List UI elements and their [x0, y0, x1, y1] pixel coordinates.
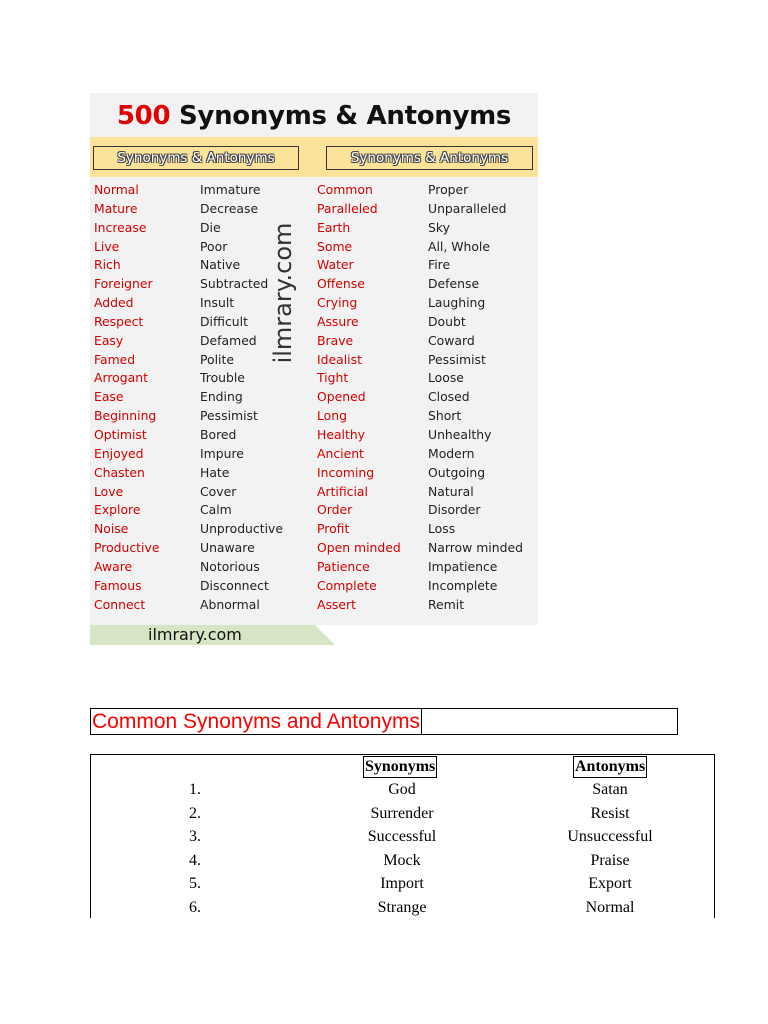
row-number: 1. [189, 781, 201, 798]
word-black: Laughing [428, 295, 486, 311]
table-row [91, 825, 714, 849]
word-red: Complete [317, 577, 377, 593]
header-synonyms: Synonyms [363, 756, 437, 778]
word-black: Loss [428, 521, 456, 537]
table-row [91, 849, 714, 873]
word-black: Polite [200, 351, 234, 367]
infographic-header-band [90, 137, 538, 177]
word-red: Common [317, 182, 373, 197]
word-pair-row [313, 596, 538, 615]
word-red: Artificial [317, 483, 368, 499]
word-red: Explore [94, 502, 141, 518]
word-pair-row [313, 219, 538, 238]
word-black: Cover [200, 483, 237, 499]
word-black: Closed [428, 389, 470, 405]
word-black: Narrow minded [428, 540, 523, 556]
header-label-left: Synonyms & Antonyms [93, 146, 299, 170]
word-black: Poor [200, 238, 228, 254]
word-black: Disconnect [200, 577, 269, 593]
word-pair-row [313, 407, 538, 426]
word-black: Defense [428, 276, 480, 292]
word-black: Difficult [200, 313, 248, 329]
row-number: 3. [189, 828, 201, 845]
word-red: Ancient [317, 445, 364, 461]
word-black: Pessimist [428, 351, 486, 367]
word-red: Offense [317, 276, 365, 292]
synonyms-antonyms-infographic [90, 93, 538, 645]
row-number: 5. [189, 875, 201, 892]
antonym-cell: Normal [585, 898, 635, 916]
word-pair-row [90, 577, 315, 596]
word-pair-row [313, 238, 538, 257]
synonym-cell: Mock [383, 851, 421, 869]
word-pair-row [313, 539, 538, 558]
word-black: Outgoing [428, 464, 486, 480]
antonym-cell: Resist [590, 804, 630, 822]
word-pair-row [90, 483, 315, 502]
word-red: Foreigner [94, 276, 153, 292]
word-red: Arrogant [94, 370, 148, 386]
word-red: Aware [94, 558, 133, 574]
word-black: Unhealthy [428, 426, 492, 442]
word-black: Decrease [200, 200, 259, 216]
word-red: Famed [94, 351, 136, 367]
word-red: Crying [317, 295, 358, 311]
word-pair-row [90, 501, 315, 520]
word-red: Chasten [94, 464, 145, 480]
word-pair-row [313, 369, 538, 388]
word-pair-row [90, 407, 315, 426]
word-black: Remit [428, 596, 465, 612]
synonym-cell: Surrender [370, 804, 434, 822]
word-red: Rich [94, 257, 121, 273]
word-pair-row [313, 577, 538, 596]
table-row [91, 872, 714, 896]
word-black: Pessimist [200, 408, 258, 424]
word-red: Assure [317, 313, 359, 329]
word-black: All, Whole [428, 238, 490, 254]
word-red: Ease [94, 389, 124, 405]
word-red: Noise [94, 521, 129, 537]
word-red: Long [317, 408, 347, 424]
word-black: Proper [428, 182, 469, 197]
word-red: Order [317, 502, 353, 518]
word-black: Loose [428, 370, 464, 386]
word-red: Enjoyed [94, 445, 144, 461]
word-red: Productive [94, 540, 160, 556]
word-black: Fire [428, 257, 451, 273]
word-pair-row [90, 426, 315, 445]
word-red: Respect [94, 313, 144, 329]
synonyms-table [90, 754, 715, 918]
word-pair-row [313, 520, 538, 539]
header-antonyms: Antonyms [573, 756, 647, 778]
antonym-cell: Unsuccessful [567, 828, 653, 845]
infographic-title [90, 93, 538, 137]
word-pair-row [90, 445, 315, 464]
word-pair-row [313, 181, 538, 200]
word-red: Added [94, 295, 134, 311]
word-black: Coward [428, 332, 475, 348]
word-black: Immature [200, 182, 261, 197]
word-black: Sky [428, 219, 450, 235]
word-red: Patience [317, 558, 370, 574]
antonym-cell: Praise [590, 851, 630, 869]
word-black: Abnormal [200, 596, 260, 612]
word-pair-row [313, 445, 538, 464]
word-pair-row [313, 351, 538, 370]
word-pair-row [313, 313, 538, 332]
word-red: Idealist [317, 351, 362, 367]
word-pair-row [90, 464, 315, 483]
section-title: Common Synonyms and Antonyms [92, 710, 420, 733]
word-pair-row [313, 294, 538, 313]
word-pair-row [313, 275, 538, 294]
word-black: Short [428, 408, 462, 424]
section-heading-box [90, 708, 678, 735]
table-row [91, 802, 714, 826]
word-red: Water [317, 257, 354, 273]
word-black: Subtracted [200, 276, 269, 292]
word-red: Profit [317, 521, 350, 537]
word-red: Brave [317, 332, 354, 348]
word-black: Impatience [428, 558, 498, 574]
word-red: Easy [94, 332, 124, 348]
word-red: Mature [94, 200, 138, 216]
word-black: Ending [200, 389, 243, 405]
word-red: Love [94, 483, 124, 499]
watermark-text: ilmrary.com [269, 222, 297, 364]
word-black: Die [200, 219, 221, 235]
header-label-right: Synonyms & Antonyms [326, 146, 533, 170]
word-pair-row [313, 483, 538, 502]
word-black: Disorder [428, 502, 481, 518]
title-number: 500 [116, 101, 171, 131]
word-black: Trouble [200, 370, 245, 386]
word-black: Insult [200, 295, 235, 311]
word-pair-row [313, 332, 538, 351]
word-pair-row [313, 200, 538, 219]
antonym-cell: Export [588, 875, 632, 892]
word-red: Optimist [94, 426, 147, 442]
antonym-cell: Satan [592, 781, 628, 798]
word-pair-row [90, 520, 315, 539]
title-text: Synonyms & Antonyms [170, 101, 512, 131]
word-red: Live [94, 238, 120, 254]
word-black: Calm [200, 502, 232, 518]
row-number: 4. [189, 851, 201, 869]
word-red: Connect [94, 596, 146, 612]
word-black: Modern [428, 445, 475, 461]
word-black: Native [200, 257, 241, 273]
word-black: Incomplete [428, 577, 498, 593]
word-black: Doubt [428, 313, 466, 329]
word-black: Unparalleled [428, 200, 507, 216]
word-pair-row [313, 501, 538, 520]
word-black: Unaware [200, 540, 255, 556]
table-header [91, 756, 714, 778]
row-number: 6. [189, 898, 201, 916]
word-red: Some [317, 238, 353, 254]
word-red: Incoming [317, 464, 375, 480]
synonym-cell: Successful [367, 828, 437, 845]
word-black: Notorious [200, 558, 260, 574]
word-red: Normal [94, 182, 139, 197]
word-black: Impure [200, 445, 244, 461]
word-column-right [313, 181, 538, 614]
footer-site-name: ilmrary.com [148, 625, 242, 644]
word-red: Opened [317, 389, 366, 405]
word-red: Paralleled [317, 200, 378, 216]
word-black: Hate [200, 464, 230, 480]
word-pair-row [90, 558, 315, 577]
word-red: Earth [317, 219, 351, 235]
word-black: Defamed [200, 332, 257, 348]
word-red: Famous [94, 577, 142, 593]
word-pair-row [313, 464, 538, 483]
word-red: Open minded [317, 540, 401, 556]
word-pair-row [313, 256, 538, 275]
synonym-cell: God [388, 781, 416, 798]
word-black: Bored [200, 426, 237, 442]
word-pair-row [313, 426, 538, 445]
word-red: Increase [94, 219, 147, 235]
synonym-cell: Import [380, 875, 424, 892]
word-red: Tight [317, 370, 349, 386]
word-red: Beginning [94, 408, 157, 424]
word-pair-row [313, 558, 538, 577]
infographic-footer [90, 625, 538, 645]
word-pair-row [90, 596, 315, 615]
word-red: Healthy [317, 426, 366, 442]
row-number: 2. [189, 804, 201, 822]
table-row [91, 778, 714, 802]
word-red: Assert [317, 596, 356, 612]
table-row [91, 896, 714, 920]
word-black: Unproductive [200, 521, 283, 537]
word-pair-row [313, 388, 538, 407]
synonym-cell: Strange [377, 898, 427, 916]
word-pair-row [90, 539, 315, 558]
word-black: Natural [428, 483, 474, 499]
